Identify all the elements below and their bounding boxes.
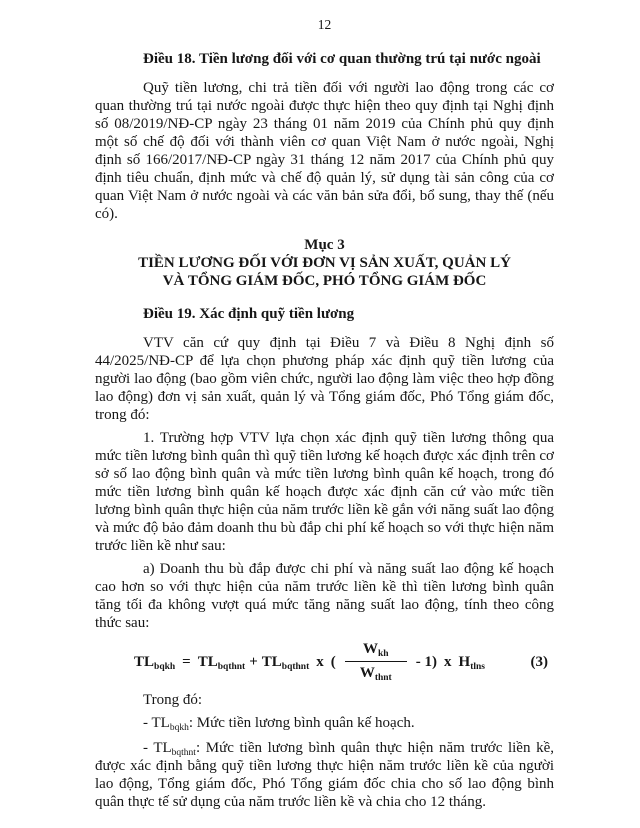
formula-lhs: $TL_{bqkh}$ — [134, 653, 176, 672]
formula-term3-subscript: bqthnt — [281, 661, 310, 672]
minus-one-close-paren: - 1) — [415, 653, 438, 670]
section-3-heading — [95, 236, 554, 290]
open-paren: ( — [330, 653, 336, 670]
fraction-bar — [345, 661, 407, 662]
definition-bqthnt-subscript: bqthnt — [171, 748, 196, 758]
page-number: 12 — [317, 17, 332, 32]
where-label: Trong đó: — [143, 692, 203, 708]
article-19-intro: VTV căn cứ quy định tại Điều 7 và Điều 8 Nghị định số 44/2025/NĐ-CP để lựa chọn phương pháp xác định quỹ tiền lương của người lao động (bao gồm viên chức, người lao động làm việc theo hợp đồng lao động) đơn vị sản xuất, quản lý và Tổng giám đốc, Phó Tổng giám đốc, trong đó: — [95, 335, 554, 423]
equation-number: (3) — [530, 653, 548, 670]
formula-term2-subscript: bqthnt — [217, 661, 246, 672]
plus-sign: + — [249, 653, 258, 670]
multiply-sign-2: x — [444, 653, 452, 670]
article-18-heading: Điều 18. Tiền lương đối với cơ quan thường trú tại nước ngoài — [143, 51, 541, 67]
article-19-clause-1: 1. Trường hợp VTV lựa chọn xác định quỹ tiền lương thông qua mức tiền lương bình quân thì quỹ tiền lương kế hoạch được xác định trên cơ sở số lao động bình quân và mức tiền lương bình quân kế hoạch, trong đó mức tiền lương bình quân kế hoạch được xác định căn cứ vào mức tiền lương bình quân thực hiện của năm trước liền kề gắn với năng suất lao động và mức độ bảo đảm doanh thu bù đắp chi phí kế hoạch so với thực hiện năm trước liền kề như sau: — [95, 430, 554, 554]
definition-item-bqkh: - $TL_{bqkh}$: Mức tiền lương bình quân kế hoạch. — [143, 715, 415, 733]
article-19-point-a: a) Doanh thu bù đắp được chi phí và năng suất lao động kế hoạch cao hơn so với thực hiện của năm trước liền kề thì tiền lương bình quân tăng tối đa không vượt quá mức tăng năng suất lao động, tính theo công thức sau: — [95, 561, 554, 631]
fraction-numerator: $W_{kh}$ — [362, 641, 389, 659]
coefficient-subscript: tlns — [470, 661, 485, 672]
multiply-sign-1: x — [316, 653, 324, 670]
formula-coefficient: $H_{tlns}$ — [458, 653, 485, 672]
article-19-heading: Điều 19. Xác định quỹ tiền lương — [143, 306, 355, 322]
section-3-title-line1: TIỀN LƯƠNG ĐỐI VỚI ĐƠN VỊ SẢN XUẤT, QUẢN LÝ — [138, 255, 511, 271]
formula-term3: $TL_{bqthnt}$ — [261, 653, 310, 672]
section-3-title-line2: VÀ TỔNG GIÁM ĐỐC, PHÓ TỔNG GIÁM ĐỐC — [162, 273, 487, 289]
section-3-label: Mục 3 — [304, 237, 345, 253]
definition-bqkh-subscript: bqkh — [169, 723, 189, 733]
formula-3 — [95, 641, 554, 682]
formula-lhs-subscript: bqkh — [154, 661, 176, 672]
fraction — [345, 641, 407, 682]
equals-sign: = — [182, 653, 191, 670]
definition-item-bqthnt: - $TL_{bqthnt}$: Mức tiền lương bình quân thực hiện năm trước liền kề, được xác định bằng quỹ tiền lương thực hiện năm trước liền kề của người lao động, Tổng giám đốc, Phó Tổng giám đốc chia cho số lao động bình quân thực tế sử dụng của năm trước liền kề và chia cho 12 tháng. — [95, 740, 554, 810]
formula-term2: $TL_{bqthnt}$ — [197, 653, 246, 672]
fraction-denominator: $W_{thnt}$ — [359, 665, 392, 683]
numerator-subscript: kh — [377, 649, 389, 659]
denominator-subscript: thnt — [374, 673, 392, 683]
article-18-body: Quỹ tiền lương, chi trả tiền đối với người lao động trong các cơ quan thường trú tại nước ngoài được thực hiện theo quy định tại Nghị định số 08/2019/NĐ-CP ngày 23 tháng 01 năm 2019 của Chính phủ quy định một số chế độ đối với thành viên cơ quan Việt Nam ở nước ngoài, Nghị định số 166/2017/NĐ-CP ngày 31 tháng 12 năm 2017 của Chính phủ quy định tiêu chuẩn, định mức và chế độ quản lý, sử dụng tài sản công của cơ quan Việt Nam ở nước ngoài và các văn bản sửa đổi, bổ sung, thay thế (nếu có). — [95, 80, 554, 222]
